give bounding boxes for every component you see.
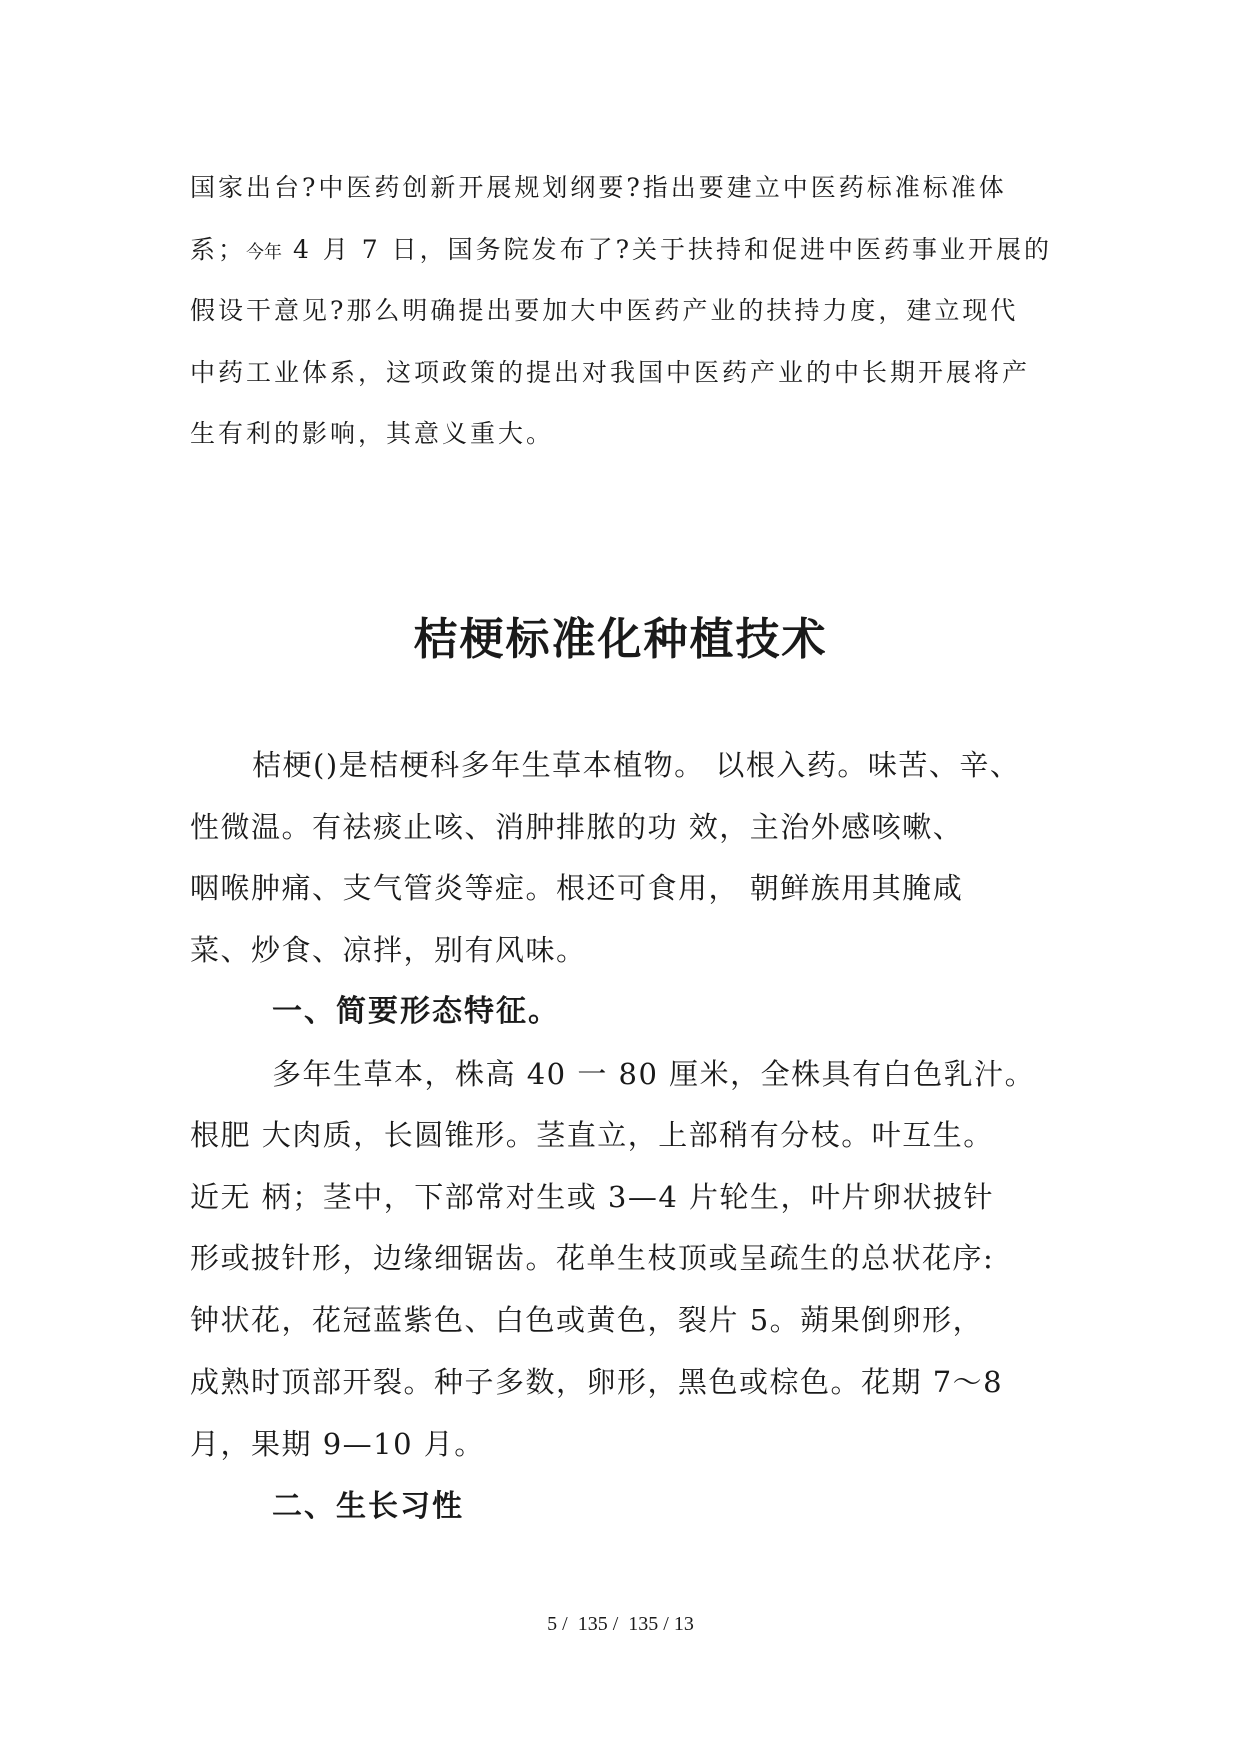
page-footer: 5 / 135 / 135 / 13 [547, 1613, 694, 1635]
section-heading-1: 一、简要形态特征。 [272, 994, 560, 1029]
intro-line-2-end: 4 月 7 日，国务院发布了?关于扶持和促进中医药事业开展的 [282, 235, 1053, 264]
sec1-line-2: 根肥 大肉质，长圆锥形。茎直立，上部稍有分枝。叶互生。 [190, 1118, 994, 1152]
body1-line-4: 菜、炒食、凉拌，别有风味。 [190, 933, 587, 967]
sec1-line-6: 成熟时顶部开裂。种子多数，卵形，黑色或棕色。花期 7～8 [190, 1365, 1004, 1399]
sec1-line-3: 近无 柄；茎中，下部常对生或 3—4 片轮生，叶片卵状披针 [190, 1180, 995, 1214]
body1-line-2: 性微温。有祛痰止咳、消肿排脓的功 效，主治外感咳嗽、 [190, 810, 964, 844]
document-title: 桔梗标准化种植技术 [413, 614, 828, 665]
sec1-line-7: 月，果期 9—10 月。 [190, 1427, 485, 1461]
intro-line-5: 生有利的影响，其意义重大。 [190, 419, 555, 448]
body1-line-1: 桔梗()是桔梗科多年生草本植物。 以根入药。味苦、辛、 [252, 748, 1021, 782]
section-heading-2: 二、生长习性 [272, 1489, 464, 1524]
intro-line-2-small: 今年 [246, 242, 283, 263]
sec1-line-5: 钟状花，花冠蓝紫色、白色或黄色，裂片 5。蒴果倒卵形， [190, 1303, 984, 1337]
intro-line-2 [190, 233, 1070, 270]
intro-line-4: 中药工业体系，这项政策的提出对我国中医药产业的中长期开展将产 [190, 358, 1031, 387]
sec1-line-1: 多年生草本，株高 40 一 80 厘米，全株具有白色乳汁。 [272, 1057, 1036, 1091]
intro-line-3: 假设干意见?那么明确提出要加大中医药产业的扶持力度，建立现代 [190, 296, 1019, 325]
sec1-line-4: 形或披针形，边缘细锯齿。花单生枝顶或呈疏生的总状花序: [190, 1241, 995, 1275]
intro-line-1: 国家出台?中医药创新开展规划纲要?指出要建立中医药标准标准体 [190, 173, 1007, 202]
intro-line-2-start: 系； [190, 235, 247, 264]
body1-line-3: 咽喉肿痛、支气管炎等症。根还可食用， 朝鲜族用其腌咸 [190, 871, 964, 905]
